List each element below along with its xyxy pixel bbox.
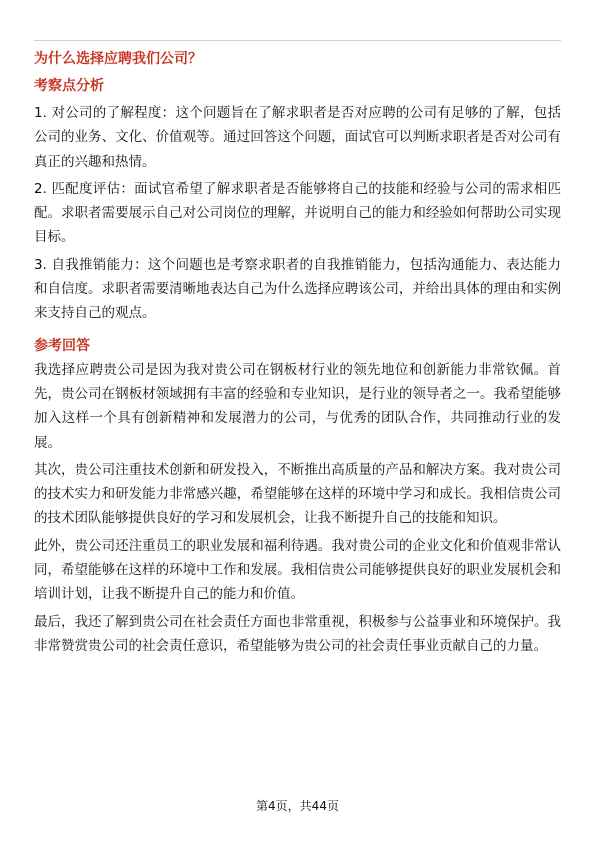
header-rule [34,40,561,41]
answer-paragraph: 此外，贵公司还注重员工的职业发展和福利待遇。我对贵公司的企业文化和价值观非常认同，希望能够在这样的环境中工作和发展。我相信贵公司能够提供良好的职业发展机会和培训计划，让我不断提升自己的能力和价值。 [34,537,561,603]
page-content [34,47,561,658]
answer-paragraph: 其次，贵公司注重技术创新和研发投入，不断推出高质量的产品和解决方案。我对贵公司的技术实力和研发能力非常感兴趣，希望能够在这样的环境中学习和成长。我相信贵公司的技术团队能够提供良好的学习和发展机会，让我不断提升自己的技能和知识。 [34,461,561,527]
answer-heading: 参考回答 [34,337,90,354]
analysis-item: 2. 匹配度评估：面试官希望了解求职者是否能够将自己的技能和经验与公司的需求相匹配。求职者需要展示自己对公司岗位的理解，并说明自己的能力和经验如何帮助公司实现目标。 [34,180,561,246]
analysis-item: 3. 自我推销能力：这个问题也是考察求职者的自我推销能力，包括沟通能力、表达能力和自信度。求职者需要清晰地表达自己为什么选择应聘该公司，并给出具体的理由和实例来支持自己的观点。 [34,256,561,322]
page-number: 第4页，共44页 [256,799,339,813]
answer-paragraph: 我选择应聘贵公司是因为我对贵公司在钢板材行业的领先地位和创新能力非常钦佩。首先，贵公司在钢板材领域拥有丰富的经验和专业知识，是行业的领导者之一。我希望能够加入这样一个具有创新精神和发展潜力的公司，与优秀的团队合作，共同推动行业的发展。 [34,361,561,451]
answer-paragraph: 最后，我还了解到贵公司在社会责任方面也非常重视，积极参与公益事业和环境保护。我非常赞赏贵公司的社会责任意识，希望能够为贵公司的社会责任事业贡献自己的力量。 [34,613,561,654]
analysis-item: 1. 对公司的了解程度：这个问题旨在了解求职者是否对应聘的公司有足够的了解，包括公司的业务、文化、价值观等。通过回答这个问题，面试官可以判断求职者是否对公司有真正的兴趣和热情。 [34,105,561,170]
question-title: 为什么选择应聘我们公司？ [34,51,202,67]
analysis-heading: 考察点分析 [34,78,104,94]
